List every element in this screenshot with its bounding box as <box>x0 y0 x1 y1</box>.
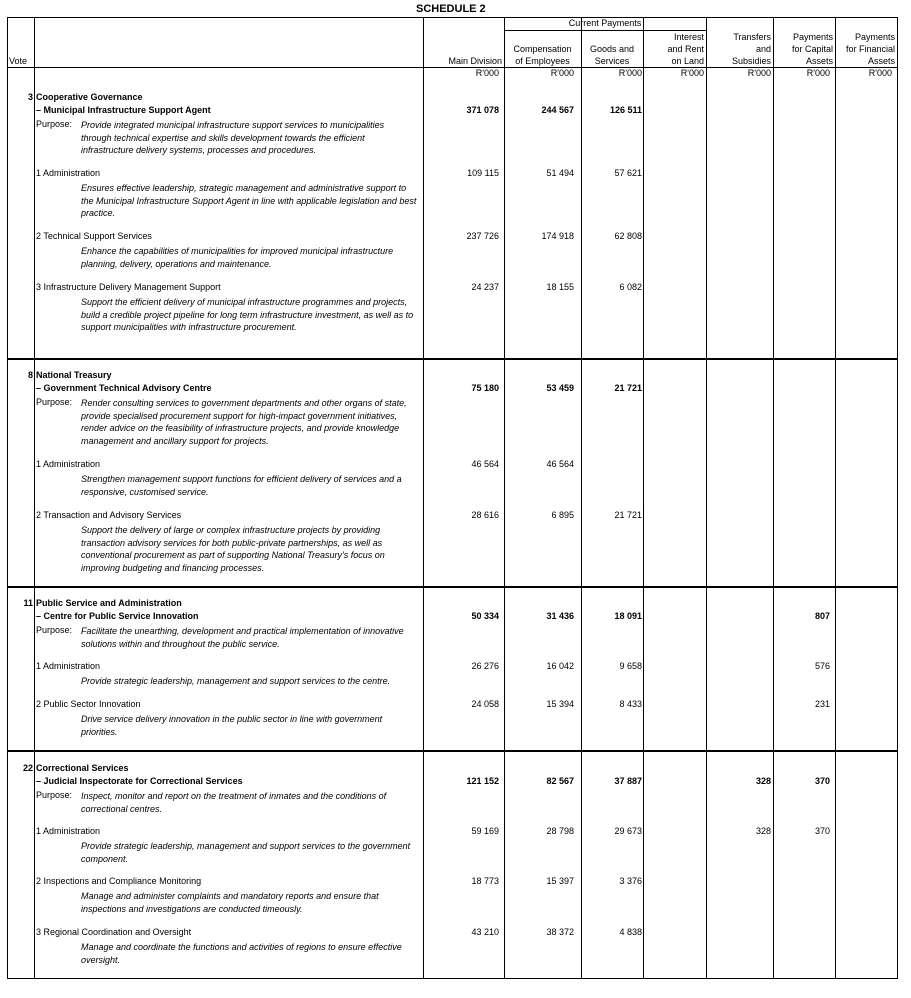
programme-value: 28 616 <box>471 510 499 520</box>
column-divider <box>423 17 424 978</box>
vote-number: 22 <box>22 763 33 773</box>
entity-total-value: 807 <box>814 611 830 621</box>
programme-description: Drive service delivery innovation in the public sector in line with government priorities. <box>81 714 383 737</box>
interest-rent-header-line: and Rent <box>667 44 704 54</box>
department-name: National Treasury <box>36 370 112 380</box>
programme-description: Manage and coordinate the functions and activities of regions to ensure effective oversight. <box>81 942 402 965</box>
entity-total-value: 121 152 <box>466 776 499 786</box>
vote-number: 8 <box>27 370 33 380</box>
section-divider <box>7 750 898 752</box>
entity-name: – Government Technical Advisory Centre <box>36 383 212 393</box>
programme-label: 1 Administration <box>36 826 101 836</box>
programme-value: 237 726 <box>466 231 499 241</box>
entity-total-value: 371 078 <box>466 105 499 115</box>
transfers-header-line: Subsidies <box>731 56 771 66</box>
programme-value: 15 397 <box>546 876 574 886</box>
purpose-text: Facilitate the unearthing, development and practical implementation of innovative solutions within and throughout the public service. <box>81 626 404 649</box>
programme-value: 8 433 <box>619 699 642 709</box>
unit-label: R'000 <box>550 68 574 78</box>
entity-name: – Municipal Infrastructure Support Agent <box>36 105 211 115</box>
purpose-text: Inspect, monitor and report on the treatment of inmates and the conditions of correctional centres. <box>81 791 387 814</box>
programme-description: Support the delivery of large or complex infrastructure projects by providing transaction advisory services for both public-private partnerships, as well as conventional procurement as part of supporting National Treasury's focus on improving budgeting and financing processes. <box>81 525 385 573</box>
programme-value: 15 394 <box>546 699 574 709</box>
entity-total-value: 244 567 <box>541 105 574 115</box>
unit-label: R'000 <box>868 68 892 78</box>
column-divider <box>643 17 644 978</box>
table-top-border <box>7 17 898 18</box>
programme-label: 1 Administration <box>36 168 101 178</box>
entity-total-value: 37 887 <box>614 776 642 786</box>
transfers-header-line: and <box>755 44 771 54</box>
department-name: Cooperative Governance <box>36 92 143 102</box>
purpose-label: Purpose: <box>36 625 73 635</box>
goods-services-header-line: Goods and <box>589 44 635 54</box>
column-divider <box>7 17 8 978</box>
capital-assets-header-line: for Capital <box>791 44 833 54</box>
unit-label: R'000 <box>747 68 771 78</box>
programme-description: Provide strategic leadership, management and support services to the government component. <box>81 841 411 864</box>
programme-description: Support the efficient delivery of municipal infrastructure programmes and projects, build a credible project pipeline for long term infrastructure investment, as well as to support municipalities with infrastructure procurement. <box>81 297 414 332</box>
programme-value: 43 210 <box>471 927 499 937</box>
programme-value: 3 376 <box>619 876 642 886</box>
vote-header: Vote <box>9 56 28 66</box>
transfers-header-line: Transfers <box>733 32 771 42</box>
main-division-header: Main Division <box>448 56 502 66</box>
entity-total-value: 82 567 <box>546 776 574 786</box>
financial-assets-header-line: for Financial <box>845 44 895 54</box>
entity-name: – Centre for Public Service Innovation <box>36 611 199 621</box>
programme-value: 62 808 <box>614 231 642 241</box>
entity-total-value: 126 511 <box>609 105 642 115</box>
table-bottom-border <box>7 978 898 979</box>
programme-value: 26 276 <box>471 661 499 671</box>
programme-value: 51 494 <box>546 168 574 178</box>
purpose-label: Purpose: <box>36 119 73 129</box>
column-divider <box>34 17 35 978</box>
programme-description: Enhance the capabilities of municipalities for improved municipal infrastructure planning, delivery, operations and maintenance. <box>81 246 394 269</box>
programme-label: 2 Transaction and Advisory Services <box>36 510 182 520</box>
unit-label: R'000 <box>806 68 830 78</box>
unit-label: R'000 <box>475 68 499 78</box>
purpose-text: Provide integrated municipal infrastructure support services to municipalities through technical expertise and skills development towards the efficient infrastructure delivery systems, processes and procedures. <box>81 120 385 155</box>
programme-label: 3 Infrastructure Delivery Management Support <box>36 282 221 292</box>
programme-value: 4 838 <box>619 927 642 937</box>
compensation-header-line: Compensation <box>513 44 572 54</box>
programme-label: 2 Public Sector Innovation <box>36 699 141 709</box>
programme-description: Strengthen management support functions for efficient delivery of services and a responsive, customised service. <box>81 474 402 497</box>
unit-label: R'000 <box>618 68 642 78</box>
programme-value: 21 721 <box>614 510 642 520</box>
programme-value: 18 773 <box>471 876 499 886</box>
entity-total-value: 75 180 <box>471 383 499 393</box>
compensation-header-line: of Employees <box>515 56 570 66</box>
purpose-label: Purpose: <box>36 397 73 407</box>
programme-description: Manage and administer complaints and mandatory reports and ensure that inspections and investigations are conducted timeously. <box>81 891 379 914</box>
programme-value: 29 673 <box>614 826 642 836</box>
programme-value: 59 169 <box>471 826 499 836</box>
unit-label: R'000 <box>680 68 704 78</box>
column-divider <box>835 17 836 978</box>
programme-value: 231 <box>814 699 830 709</box>
programme-value: 6 895 <box>551 510 574 520</box>
programme-value: 24 058 <box>471 699 499 709</box>
entity-total-value: 328 <box>755 776 771 786</box>
programme-value: 9 658 <box>619 661 642 671</box>
programme-label: 2 Technical Support Services <box>36 231 152 241</box>
programme-value: 38 372 <box>546 927 574 937</box>
entity-name: – Judicial Inspectorate for Correctional Services <box>36 776 243 786</box>
goods-services-header-line: Services <box>594 56 630 66</box>
programme-value: 328 <box>755 826 771 836</box>
entity-total-value: 31 436 <box>546 611 574 621</box>
purpose-label: Purpose: <box>36 790 73 800</box>
programme-label: 3 Regional Coordination and Oversight <box>36 927 192 937</box>
department-name: Correctional Services <box>36 763 129 773</box>
section-divider <box>7 586 898 588</box>
entity-total-value: 21 721 <box>614 383 642 393</box>
entity-total-value: 370 <box>814 776 830 786</box>
purpose-text: Render consulting services to government departments and other organs of state, provide specialised procurement support for high-impact government initiatives, render advice on the feasibility of infrastructure projects, and provide knowledge management and ancillary support for projects. <box>81 398 407 446</box>
programme-value: 174 918 <box>541 231 574 241</box>
capital-assets-header-line: Payments <box>792 32 833 42</box>
vote-number: 3 <box>27 92 33 102</box>
interest-rent-header-line: on Land <box>671 56 704 66</box>
programme-description: Ensures effective leadership, strategic management and administrative support to the Municipal Infrastructure Support Agent in line with applicable legislation and best practice. <box>81 183 417 218</box>
entity-total-value: 18 091 <box>614 611 642 621</box>
schedule-title: SCHEDULE 2 <box>416 3 486 15</box>
section-divider <box>7 358 898 360</box>
programme-label: 1 Administration <box>36 459 101 469</box>
entity-total-value: 53 459 <box>546 383 574 393</box>
capital-assets-header-line: Assets <box>805 56 833 66</box>
financial-assets-header-line: Assets <box>867 56 895 66</box>
programme-value: 28 798 <box>546 826 574 836</box>
programme-value: 370 <box>814 826 830 836</box>
current-payments-header: Current Payments <box>568 18 642 28</box>
programme-label: 1 Administration <box>36 661 101 671</box>
programme-value: 16 042 <box>546 661 574 671</box>
programme-value: 46 564 <box>471 459 499 469</box>
vote-number: 11 <box>23 598 33 608</box>
programme-value: 46 564 <box>546 459 574 469</box>
entity-total-value: 50 334 <box>471 611 499 621</box>
programme-value: 109 115 <box>467 168 499 178</box>
interest-rent-header-line: Interest <box>673 32 704 42</box>
department-name: Public Service and Administration <box>36 598 182 608</box>
programme-value: 18 155 <box>546 282 574 292</box>
column-divider <box>897 17 898 978</box>
programme-value: 57 621 <box>614 168 642 178</box>
financial-assets-header-line: Payments <box>854 32 895 42</box>
programme-value: 24 237 <box>471 282 499 292</box>
programme-label: 2 Inspections and Compliance Monitoring <box>36 876 202 886</box>
programme-value: 576 <box>814 661 830 671</box>
programme-value: 6 082 <box>619 282 642 292</box>
programme-description: Provide strategic leadership, management and support services to the centre. <box>81 676 391 686</box>
